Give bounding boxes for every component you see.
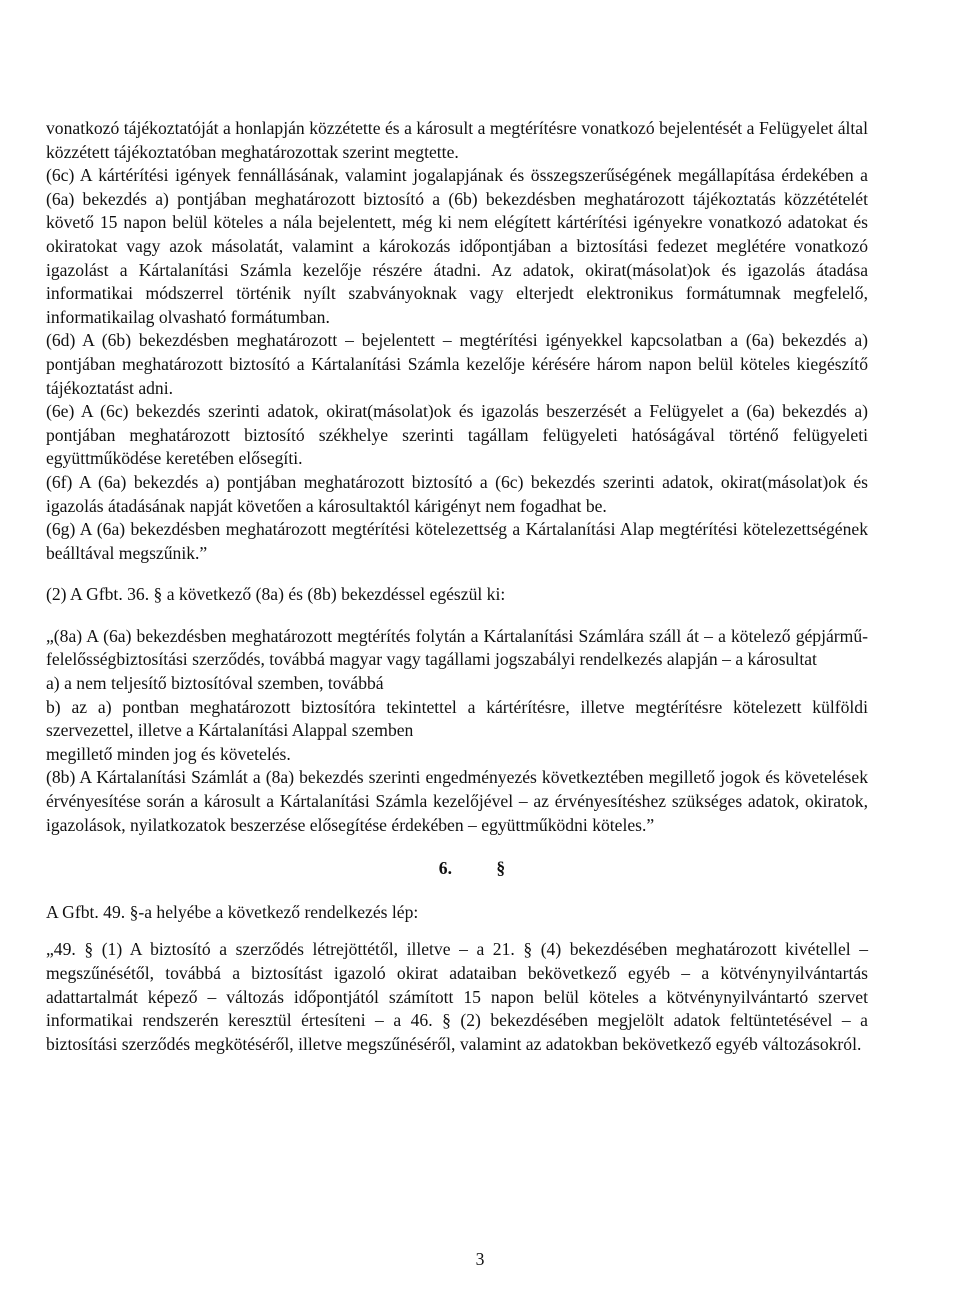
paragraph-8a-closing: megillető minden jog és követelés. [46, 743, 291, 764]
section-heading [46, 857, 868, 881]
amendment-49-intro: A Gfbt. 49. §-a helyébe a következő rendelkezés lép: [46, 901, 419, 922]
spacer [46, 924, 868, 938]
paragraph-8a: „(8a) A (6a) bekezdésben meghatározott megtérítés folytán a Kártalanítási Számlára száll át – a kötelező gépjármű-felelősségbiztosítási szerződés, továbbá magyar vagy tagállami jogszabályi rendelkezés alapján – a károsultat [46, 625, 868, 670]
document-body [46, 117, 868, 1056]
paragraph-6f: (6f) A (6a) bekezdés a) pontjában meghatározott biztosító a (6c) bekezdés szerinti adatok, okirat(másolat)ok és igazolás átadásának napját követően a károsultaktól kárigényt nem fogadhat be. [46, 471, 868, 516]
paragraph-6d: (6d) A (6b) bekezdésben meghatározott – bejelentett – megtérítési igényekkel kapcsolatban a (6a) bekezdés a) pontjában meghatározott biztosító a Kártalanítási Számla kezelője kérésére három napon belül köteles kiegészítő tájékoztatást adni. [46, 330, 868, 398]
spacer [46, 607, 868, 625]
paragraph-6g: (6g) A (6a) bekezdésben meghatározott megtérítési kötelezettség a Kártalanítási Alap megtérítési kötelezettségének beálltával megszűnik.” [46, 519, 868, 563]
section-number: 6. [438, 858, 452, 879]
amendment-2-intro: (2) A Gfbt. 36. § a következő (8a) és (8b) bekezdéssel egészül ki: [46, 584, 506, 605]
paragraph-8a-point-a: a) a nem teljesítő biztosítóval szemben, továbbá [46, 673, 384, 694]
paragraph-6e: (6e) A (6c) bekezdés szerinti adatok, okirat(másolat)ok és igazolás beszerzését a Felügyelet a (6a) bekezdés a) pontjában meghatározott biztosító székhelye szerinti tagállam felügyeleti hatóságával történő felügyeleti együttműködése keretében elősegíti. [46, 401, 868, 469]
paragraph-8a-point-b: b) az a) pontban meghatározott biztosítóra tekintettel a kártérítésre, illetve megtérítésre kötelezett külföldi szervezettel, illetve a Kártalanítási Alappal szemben [46, 696, 868, 741]
paragraph-49: „49. § (1) A biztosító a szerződés létrejöttétől, illetve – a 21. § (4) bekezdésében meghatározott kivétellel – megszűnésétől, továbbá a biztosítást igazoló okirat adataiban bekövetkező egyéb – a kötvénynyilvántartás adattartalmát képező – változás időpontjától számított 15 napon belül köteles a kötvénynyilvántartó szervet informatikai rendszerén keresztül értesíteni – a 46. § (2) bekezdésében megjelölt adatok feltüntetésével – a biztosítási szerződés megkötéséről, illetve megszűnéséről, valamint az adatokban bekövetkező egyéb változásokról. [46, 939, 868, 1054]
page-number: 3 [475, 1249, 485, 1269]
paragraph-6c: (6c) A kártérítési igények fennállásának, valamint jogalapjának és összegszerűségének megállapítása érdekében a (6a) bekezdés a) pontjában meghatározott biztosító a (6b) bekezdésben meghatározott tájékoztatás közzétételét követő 15 napon belül köteles a nála bejelentett, még ki nem elégített kártérítési igényekre vonatkozó adatokat és okiratokat vagy azok másolatát, valamint a károkozás időpontjában a biztosítási fedezet meglétére vonatkozó igazolást a Kártalanítási Számla kezelője részére átadni. Az adatok, okirat(másolat)ok és igazolás átadása informatikai módszerrel történik nyílt szabványoknak vagy elterjedt elektronikus formátumnak megfelelő, informatikailag olvasható formátumban. [46, 165, 868, 327]
paragraph-continuation: vonatkozó tájékoztatóját a honlapján közzétette és a károsult a megtérítésre vonatkozó bejelentését a Felügyelet által közzétett tájékoztatóban meghatározottak szerint megtette. [46, 118, 868, 162]
spacer [46, 565, 868, 583]
paragraph-8b: (8b) A Kártalanítási Számlát a (8a) bekezdés szerinti engedményezés következtében megillető jogok és követelések érvényesítése során a károsult a Kártalanítási Számla kezelőjével – az érvényesítéshez szükséges adatok, okiratok, igazolások, nyilatkozatok beszerzése elősegítése érdekében – együttműködni köteles.” [46, 767, 868, 835]
section-symbol: § [496, 858, 506, 879]
